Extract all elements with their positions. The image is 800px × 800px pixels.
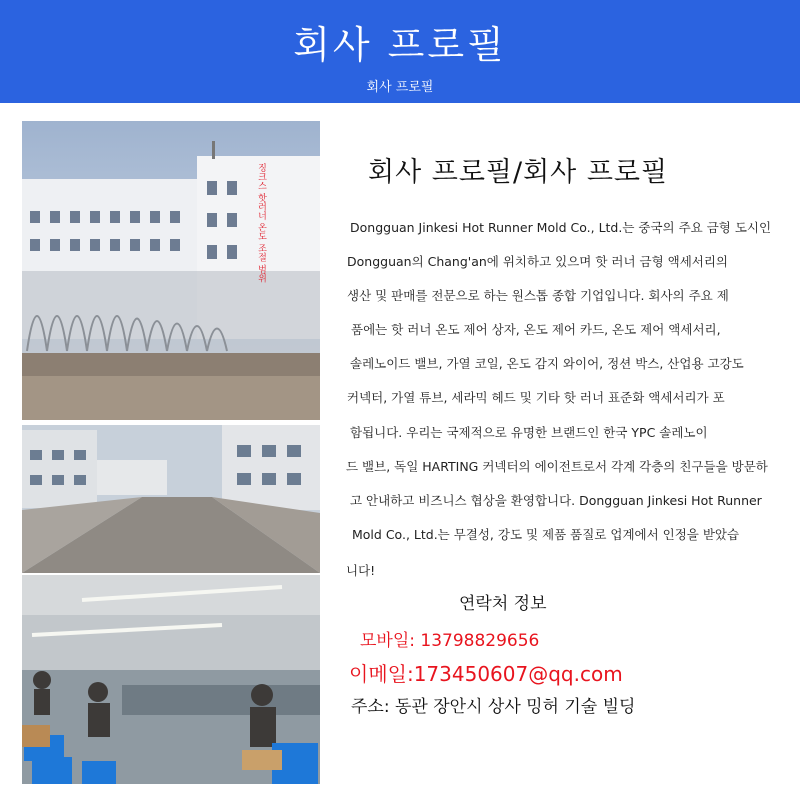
description-line: Mold Co., Ltd.는 무결성, 강도 및 제품 품질로 업계에서 인정을 받았습 <box>352 527 740 542</box>
banner-title: 회사 프로필 <box>293 23 507 67</box>
factory-building-photo <box>22 121 320 420</box>
photo-caption: 징크스 핫러너 온도 조절 범위 <box>256 163 266 283</box>
description-line: Dongguan Jinkesi Hot Runner Mold Co., Ltd.는 중국의 주요 금형 도시인 <box>350 220 772 235</box>
description-line: 함됩니다. 우리는 국제적으로 유명한 브랜드인 한국 YPC 솔레노이 <box>350 425 708 440</box>
description-line: 드 밸브, 독일 HARTING 커넥터의 에이전트로서 각계 각층의 친구들을 방문하 <box>346 459 768 474</box>
postal-address: 주소: 동관 장안시 상사 밍허 기술 빌딩 <box>351 697 636 717</box>
mobile-number: 모바일: 13798829656 <box>360 631 540 651</box>
description-line: 품에는 핫 러너 온도 제어 상자, 온도 제어 카드, 온도 제어 액세서리, <box>351 322 721 337</box>
email-address: 이메일:173450607@qq.com <box>349 662 623 686</box>
description-line: 커넥터, 가열 튜브, 세라믹 헤드 및 기타 핫 러너 표준화 액세서리가 포 <box>347 390 725 405</box>
description-line: 고 안내하고 비즈니스 협상을 환영합니다. Dongguan Jinkesi Hot Runner <box>350 493 762 508</box>
description-line: 니다! <box>346 563 376 578</box>
banner-subtitle: 회사 프로필 <box>366 80 434 95</box>
contact-title: 연락처 정보 <box>459 594 547 614</box>
workshop-photo <box>22 575 320 784</box>
section-heading: 회사 프로필/회사 프로필 <box>368 157 669 188</box>
description-line: Dongguan의 Chang'an에 위치하고 있으며 핫 러너 금형 액세서리의 <box>347 254 728 269</box>
header-banner <box>0 0 800 103</box>
factory-street-photo <box>22 425 320 573</box>
description-line: 생산 및 판매를 전문으로 하는 원스톱 종합 기업입니다. 회사의 주요 제 <box>347 288 729 303</box>
description-line: 솔레노이드 밸브, 가열 코일, 온도 감지 와이어, 정션 박스, 산업용 고강도 <box>350 356 744 371</box>
